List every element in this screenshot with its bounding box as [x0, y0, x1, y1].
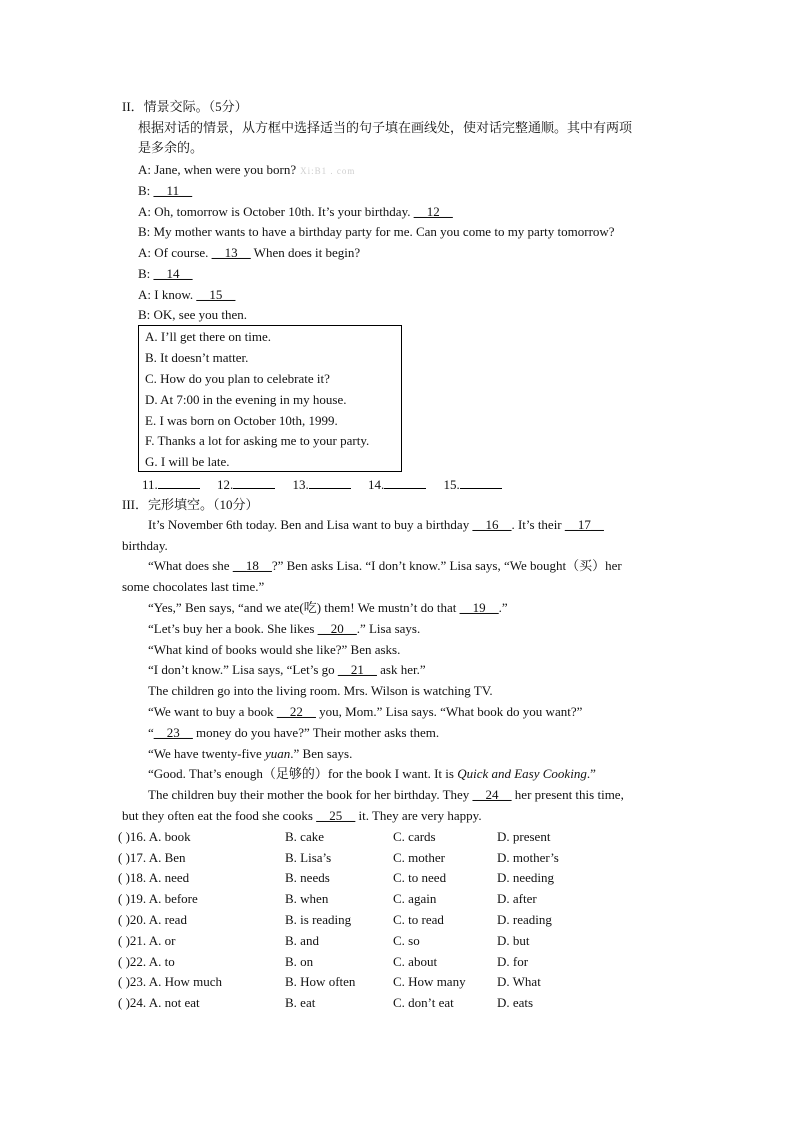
choice-b[interactable]: B. How often — [285, 974, 356, 989]
watermark: Xi:B1 . com — [300, 166, 356, 176]
choice-d[interactable]: D. mother’s — [497, 850, 559, 865]
answer-blank-13[interactable] — [309, 476, 351, 489]
blank-14[interactable]: __14__ — [153, 266, 193, 281]
question-stem[interactable]: ( )16. A. book — [118, 829, 191, 844]
answer-line — [142, 476, 502, 493]
question-stem[interactable]: ( )23. A. How much — [118, 974, 222, 989]
choice-d[interactable]: D. for — [497, 954, 529, 969]
passage-line: “What kind of books would she like?” Ben asks. — [148, 642, 401, 657]
choice-b[interactable]: B. when — [285, 891, 329, 906]
options-box — [138, 325, 402, 472]
passage-line: The children go into the living room. Mrs. Wilson is watching TV. — [148, 683, 493, 698]
dialogue-line: A: I know. __15__ — [138, 287, 236, 302]
answer-blank-12[interactable] — [233, 476, 275, 489]
question-stem[interactable]: ( )19. A. before — [118, 891, 198, 906]
blank-16[interactable]: __16__ — [472, 517, 512, 532]
choice-c[interactable]: C. cards — [393, 829, 436, 844]
question-stem[interactable]: ( )18. A. need — [118, 870, 190, 885]
answer-num-11: 11. — [142, 477, 158, 492]
choice-b[interactable]: B. cake — [285, 829, 324, 844]
option-b: B. It doesn’t matter. — [145, 350, 249, 365]
dialogue-line: B: My mother wants to have a birthday party for me. Can you come to my party tomorrow? — [138, 224, 615, 239]
choice-d[interactable]: D. reading — [497, 912, 552, 927]
option-e: E. I was born on October 10th, 1999. — [145, 413, 338, 428]
blank-15[interactable]: __15__ — [196, 287, 236, 302]
choice-d[interactable]: D. eats — [497, 995, 534, 1010]
passage-line: “What does she __18__?” Ben asks Lisa. “I don’t know.” Lisa says, “We bought（买）her — [148, 558, 622, 573]
choice-c[interactable]: C. again — [393, 891, 437, 906]
blank-23[interactable]: __23__ — [153, 725, 193, 740]
option-a: A. I’ll get there on time. — [145, 329, 271, 344]
option-c: C. How do you plan to celebrate it? — [145, 371, 330, 386]
option-d: D. At 7:00 in the evening in my house. — [145, 392, 347, 407]
section-2-instruction-1: 根据对话的情景，从方框中选择适当的句子填在画线处，使对话完整通顺。其中有两项 — [138, 120, 633, 135]
question-stem[interactable]: ( )20. A. read — [118, 912, 187, 927]
question-stem[interactable]: ( )24. A. not eat — [118, 995, 200, 1010]
answer-blank-14[interactable] — [384, 476, 426, 489]
blank-13[interactable]: __13__ — [211, 245, 251, 260]
choice-d[interactable]: D. but — [497, 933, 530, 948]
passage-line: birthday. — [122, 538, 168, 553]
answer-blank-15[interactable] — [460, 476, 502, 489]
section-2-title: II．情景交际。（5分） — [122, 99, 248, 114]
question-stem[interactable]: ( )21. A. or — [118, 933, 176, 948]
passage-line: “We want to buy a book __22__ you, Mom.” Lisa says. “What book do you want?” — [148, 704, 583, 719]
choice-c[interactable]: C. about — [393, 954, 438, 969]
choice-b[interactable]: B. on — [285, 954, 314, 969]
dialogue-line: B: OK, see you then. — [138, 307, 248, 322]
passage-line: It’s November 6th today. Ben and Lisa want to buy a birthday __16__. It’s their __17__ — [148, 517, 604, 532]
choice-c[interactable]: C. to need — [393, 870, 447, 885]
passage-line: “Good. That’s enough（足够的）for the book I want. It is Quick and Easy Cooking.” — [148, 766, 596, 781]
passage-line: “__23__ money do you have?” Their mother asks them. — [148, 725, 440, 740]
answer-blank-11[interactable] — [158, 476, 200, 489]
dialogue-line: B: __11__ — [138, 183, 193, 198]
passage-line: The children buy their mother the book for her birthday. They __24__ her present this time, — [148, 787, 624, 802]
blank-19[interactable]: __19__ — [459, 600, 499, 615]
dialogue-line: A: Jane, when were you born? Xi:B1 . com — [138, 162, 356, 177]
choice-d[interactable]: D. What — [497, 974, 541, 989]
passage-line: some chocolates last time.” — [122, 579, 265, 594]
blank-24[interactable]: __24__ — [472, 787, 512, 802]
option-f: F. Thanks a lot for asking me to your party. — [145, 433, 370, 448]
blank-17[interactable]: __17__ — [564, 517, 604, 532]
choice-d[interactable]: D. after — [497, 891, 537, 906]
choice-b[interactable]: B. eat — [285, 995, 316, 1010]
section-2-instruction-2: 是多余的。 — [138, 140, 204, 155]
dialogue-line: A: Oh, tomorrow is October 10th. It’s your birthday. __12__ — [138, 204, 453, 219]
choice-c[interactable]: C. so — [393, 933, 420, 948]
question-stem[interactable]: ( )17. A. Ben — [118, 850, 186, 865]
passage-line: “Yes,” Ben says, “and we ate(吃) them! We mustn’t do that __19__.” — [148, 600, 508, 615]
answer-num-15: 15. — [443, 477, 460, 492]
blank-18[interactable]: __18__ — [232, 558, 272, 573]
blank-21[interactable]: __21__ — [337, 662, 377, 677]
choice-d[interactable]: D. needing — [497, 870, 555, 885]
choice-b[interactable]: B. Lisa’s — [285, 850, 332, 865]
blank-20[interactable]: __20__ — [317, 621, 357, 636]
passage-line: “We have twenty-five yuan.” Ben says. — [148, 746, 353, 761]
blank-22[interactable]: __22__ — [276, 704, 316, 719]
section-3-title: III．完形填空。（10分） — [122, 497, 259, 512]
choice-c[interactable]: C. to read — [393, 912, 444, 927]
blank-25[interactable]: __25__ — [316, 808, 356, 823]
question-stem[interactable]: ( )22. A. to — [118, 954, 175, 969]
choice-c[interactable]: C. How many — [393, 974, 466, 989]
option-g: G. I will be late. — [145, 454, 230, 469]
passage-line: “Let’s buy her a book. She likes __20__.” Lisa says. — [148, 621, 421, 636]
choice-b[interactable]: B. is reading — [285, 912, 352, 927]
choice-c[interactable]: C. mother — [393, 850, 445, 865]
blank-12[interactable]: __12__ — [413, 204, 453, 219]
dialogue-line: A: Of course. __13__ When does it begin? — [138, 245, 361, 260]
passage-line: but they often eat the food she cooks __25__ it. They are very happy. — [122, 808, 482, 823]
answer-num-12: 12. — [217, 477, 234, 492]
answer-num-13: 13. — [292, 477, 309, 492]
passage-line: “I don’t know.” Lisa says, “Let’s go __21__ ask her.” — [148, 662, 426, 677]
dialogue-line: B: __14__ — [138, 266, 193, 281]
choice-b[interactable]: B. needs — [285, 870, 330, 885]
blank-11[interactable]: __11__ — [153, 183, 193, 198]
choice-c[interactable]: C. don’t eat — [393, 995, 454, 1010]
choice-d[interactable]: D. present — [497, 829, 551, 844]
answer-num-14: 14. — [368, 477, 385, 492]
choice-b[interactable]: B. and — [285, 933, 319, 948]
